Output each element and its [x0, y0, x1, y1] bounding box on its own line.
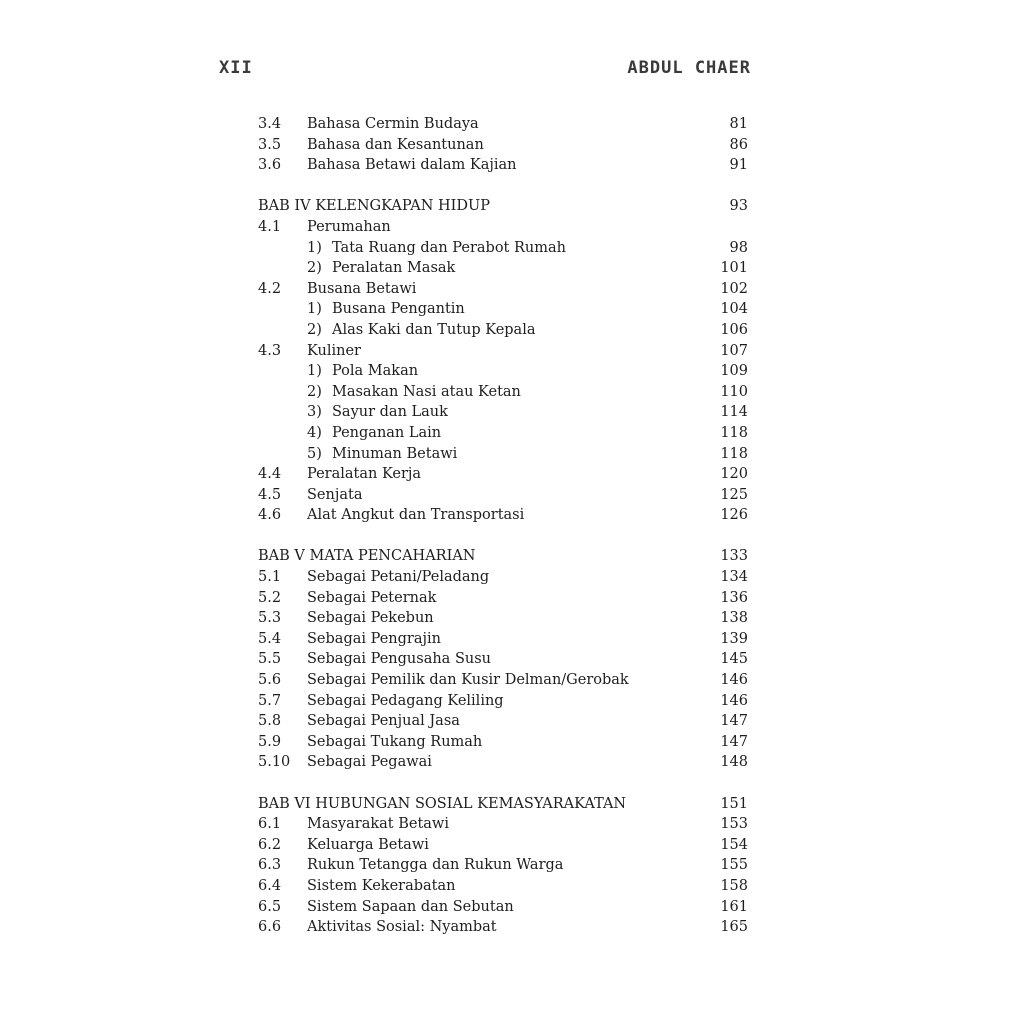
- page-number: 98: [729, 239, 748, 256]
- chapter-heading: [258, 794, 748, 815]
- page-number: 106: [720, 321, 748, 338]
- page-number: 102: [720, 280, 748, 297]
- section-number: 5.6: [258, 672, 282, 689]
- subsection-number: 5): [307, 445, 322, 462]
- subsection-title: Tata Ruang dan Perabot Rumah: [332, 239, 566, 256]
- section-title: Bahasa Betawi dalam Kajian: [307, 157, 517, 174]
- toc-subentry: [258, 258, 748, 279]
- toc-entry: [258, 814, 748, 835]
- toc-entry: [258, 341, 748, 362]
- page-number: 134: [720, 569, 748, 586]
- section-title: Kuliner: [307, 342, 361, 359]
- section-title: Sistem Sapaan dan Sebutan: [307, 898, 514, 915]
- chapter-heading: [258, 196, 748, 217]
- section-title: Sebagai Pemilik dan Kusir Delman/Gerobak: [307, 672, 629, 689]
- section-title: Sebagai Penjual Jasa: [307, 713, 460, 730]
- page-number: 136: [720, 589, 748, 606]
- toc-entry: [258, 917, 748, 938]
- page-number: 86: [729, 136, 748, 153]
- toc-subentry: [258, 361, 748, 382]
- toc-entry: [258, 464, 748, 485]
- page-number: 165: [720, 919, 748, 936]
- page-number: 110: [720, 383, 748, 400]
- section-title: Keluarga Betawi: [307, 836, 429, 853]
- section-number: 6.3: [258, 857, 282, 874]
- section-number: 4.2: [258, 280, 282, 297]
- section-title: Alat Angkut dan Transportasi: [307, 507, 525, 524]
- table-of-contents: [258, 114, 748, 938]
- page-number: 161: [720, 898, 748, 915]
- toc-entry: [258, 670, 748, 691]
- section-number: 6.4: [258, 877, 282, 894]
- section-title: Sebagai Petani/Peladang: [307, 569, 490, 586]
- subsection-title: Busana Pengantin: [332, 301, 465, 318]
- subsection-number: 1): [307, 239, 322, 256]
- page-number: 146: [720, 672, 748, 689]
- subsection-title: Peralatan Masak: [332, 260, 456, 277]
- section-title: Aktivitas Sosial: Nyambat: [307, 919, 497, 936]
- section-title: Sebagai Pekebun: [307, 610, 434, 627]
- section-number: 3.4: [258, 116, 282, 132]
- running-head: [219, 56, 751, 80]
- chapter-title: BAB IV KELENGKAPAN HIDUP: [258, 198, 490, 215]
- toc-entry: [258, 732, 748, 753]
- section-title: Busana Betawi: [307, 280, 417, 297]
- page-number: 139: [720, 630, 748, 647]
- page-number: 147: [720, 713, 748, 730]
- chapter-title: BAB VI HUBUNGAN SOSIAL KEMASYARAKATAN: [258, 795, 627, 812]
- subsection-title: Masakan Nasi atau Ketan: [332, 383, 521, 400]
- toc-entry: [258, 876, 748, 897]
- page-number: 153: [720, 816, 748, 833]
- section-title: Sistem Kekerabatan: [307, 877, 456, 894]
- toc-subentry: [258, 382, 748, 403]
- section-number: 6.2: [258, 836, 282, 853]
- page-number: 104: [720, 301, 748, 318]
- page-number: 120: [720, 466, 748, 483]
- section-number: 5.10: [258, 754, 291, 771]
- spacer: [258, 773, 748, 794]
- page-number: 146: [720, 692, 748, 709]
- page-number: 114: [720, 404, 748, 421]
- page-number: 158: [720, 877, 748, 894]
- section-number: 5.8: [258, 713, 282, 730]
- page-number: 151: [720, 795, 748, 812]
- subsection-title: Penganan Lain: [332, 424, 442, 441]
- section-number: 3.6: [258, 157, 282, 174]
- section-number: 6.1: [258, 816, 282, 833]
- spacer: [258, 176, 748, 197]
- section-number: 4.3: [258, 342, 282, 359]
- section-number: 6.5: [258, 898, 282, 915]
- section-title: Rukun Tetangga dan Rukun Warga: [307, 857, 564, 874]
- toc-entry: [258, 135, 748, 156]
- subsection-title: Minuman Betawi: [332, 445, 458, 462]
- page-numeral: XII: [219, 58, 253, 78]
- page-number: 91: [729, 157, 748, 174]
- chapter-title: BAB V MATA PENCAHARIAN: [258, 548, 476, 565]
- section-title: Sebagai Pedagang Keliling: [307, 692, 504, 709]
- page-number: 138: [720, 610, 748, 627]
- toc-subentry: [258, 238, 748, 259]
- section-title: Bahasa Cermin Budaya: [307, 116, 479, 132]
- subsection-title: Alas Kaki dan Tutup Kepala: [332, 321, 536, 338]
- section-number: 5.4: [258, 630, 282, 647]
- toc-entry: [258, 835, 748, 856]
- page-number: 155: [720, 857, 748, 874]
- toc-subentry: [258, 423, 748, 444]
- section-number: 6.6: [258, 919, 282, 936]
- toc-entry: [258, 485, 748, 506]
- toc-entry: [258, 752, 748, 773]
- toc-entry: [258, 897, 748, 918]
- toc-entry: [258, 629, 748, 650]
- toc-subentry: [258, 402, 748, 423]
- page-number: 125: [720, 486, 748, 503]
- page-number: 81: [729, 116, 748, 132]
- section-title: Masyarakat Betawi: [307, 816, 449, 833]
- page-number: 145: [720, 651, 748, 668]
- toc-entry: [258, 505, 748, 526]
- toc-entry: [258, 155, 748, 176]
- section-title: Sebagai Peternak: [307, 589, 437, 606]
- subsection-number: 2): [307, 321, 322, 338]
- section-number: 4.6: [258, 507, 282, 524]
- toc-entry: [258, 711, 748, 732]
- subsection-number: 3): [307, 404, 322, 421]
- section-number: 4.1: [258, 218, 282, 235]
- page-number: 126: [720, 507, 748, 524]
- section-title: Sebagai Tukang Rumah: [307, 733, 483, 750]
- section-title: Perumahan: [307, 218, 391, 235]
- page-number: 148: [720, 754, 748, 771]
- section-title: Sebagai Pengusaha Susu: [307, 651, 491, 668]
- subsection-number: 4): [307, 424, 322, 441]
- subsection-number: 1): [307, 301, 322, 318]
- spacer: [258, 526, 748, 547]
- toc-entry: [258, 217, 748, 238]
- section-title: Peralatan Kerja: [307, 466, 422, 483]
- section-title: Sebagai Pengrajin: [307, 630, 441, 647]
- page-number: 101: [720, 260, 748, 277]
- page-number: 118: [720, 445, 748, 462]
- running-head-author: ABDUL CHAER: [627, 58, 751, 78]
- section-number: 4.5: [258, 486, 282, 503]
- section-title: Senjata: [307, 486, 363, 503]
- subsection-title: Pola Makan: [332, 363, 419, 380]
- section-number: 5.7: [258, 692, 282, 709]
- chapter-heading: [258, 546, 748, 567]
- section-number: 5.1: [258, 569, 282, 586]
- toc-entry: [258, 588, 748, 609]
- subsection-number: 2): [307, 260, 322, 277]
- section-number: 4.4: [258, 466, 282, 483]
- toc-entry: [258, 649, 748, 670]
- section-number: 5.2: [258, 589, 282, 606]
- section-title: Bahasa dan Kesantunan: [307, 136, 484, 153]
- section-number: 5.9: [258, 733, 282, 750]
- toc-subentry: [258, 320, 748, 341]
- toc-subentry: [258, 299, 748, 320]
- toc-entry: [258, 279, 748, 300]
- page-number: 147: [720, 733, 748, 750]
- toc-entry: [258, 855, 748, 876]
- toc-entry: [258, 567, 748, 588]
- page-number: 93: [729, 198, 748, 215]
- toc-entry: [258, 608, 748, 629]
- section-number: 3.5: [258, 136, 282, 153]
- toc-entry: [258, 691, 748, 712]
- page-number: 154: [720, 836, 748, 853]
- page-number: 118: [720, 424, 748, 441]
- toc-subentry: [258, 444, 748, 465]
- section-number: 5.3: [258, 610, 282, 627]
- subsection-number: 1): [307, 363, 322, 380]
- page-number: 133: [720, 548, 748, 565]
- page-number: 109: [720, 363, 748, 380]
- subsection-title: Sayur dan Lauk: [332, 404, 448, 421]
- section-title: Sebagai Pegawai: [307, 754, 432, 771]
- subsection-number: 2): [307, 383, 322, 400]
- section-number: 5.5: [258, 651, 282, 668]
- page-number: 107: [720, 342, 748, 359]
- toc-entry: [258, 114, 748, 135]
